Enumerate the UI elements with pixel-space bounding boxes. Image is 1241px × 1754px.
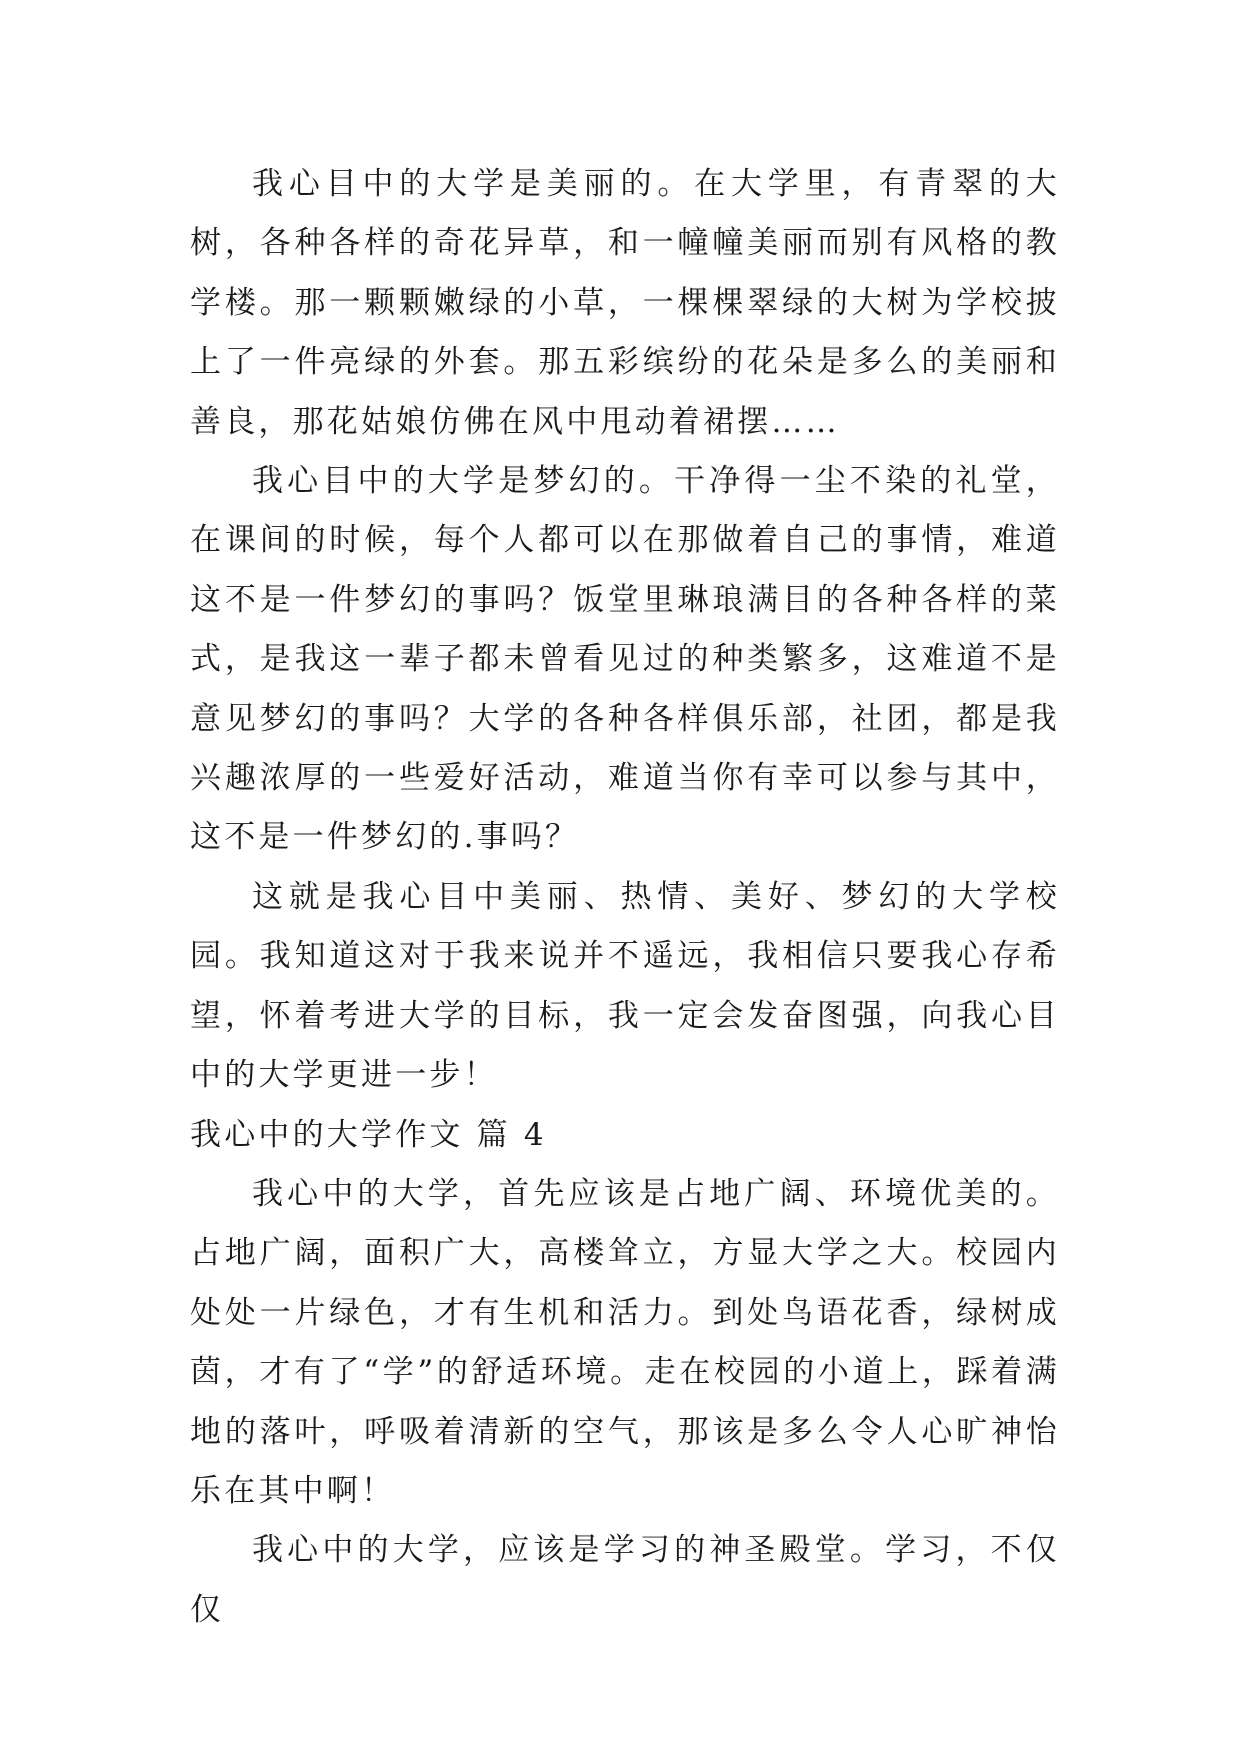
document-body xyxy=(190,155,1060,1640)
paragraph-conclusion: 这就是我心目中美丽、热情、美好、梦幻的大学校园。我知道这对于我来说并不遥远，我相信只要我心存希望，怀着考进大学的目标，我一定会发奋图强，向我心目中的大学更进一步！ xyxy=(190,878,1060,1094)
paragraph-learning-hall: 我心中的大学，应该是学习的神圣殿堂。学习，不仅仅 xyxy=(190,1532,1060,1628)
paragraph-dreamy-university: 我心目中的大学是梦幻的。干净得一尘不染的礼堂，在课间的时候，每个人都可以在那做着自己的事情，难道这不是一件梦幻的事吗？饭堂里琳琅满目的各种各样的菜式，是我这一辈子都未曾看见过的种类繁多，这难道不是意见梦幻的事吗？大学的各种各样俱乐部，社团，都是我兴趣浓厚的一些爱好活动，难道当你有幸可以参与其中，这不是一件梦幻的.事吗？ xyxy=(190,463,1060,856)
paragraph-campus-environment: 我心中的大学，首先应该是占地广阔、环境优美的。占地广阔，面积广大，高楼耸立，方显大学之大。校园内处处一片绿色，才有生机和活力。到处鸟语花香，绿树成茵，才有了“学”的舒适环境。走在校园的小道上，踩着满地的落叶，呼吸着清新的空气，那该是多么令人心旷神怡乐在其中啊！ xyxy=(190,1175,1060,1509)
paragraph-beautiful-university: 我心目中的大学是美丽的。在大学里，有青翠的大树，各种各样的奇花异草，和一幢幢美丽而别有风格的教学楼。那一颗颗嫩绿的小草，一棵棵翠绿的大树为学校披上了一件亮绿的外套。那五彩缤纷的花朵是多么的美丽和善良，那花姑娘仿佛在风中甩动着裙摆…… xyxy=(190,166,1060,440)
section-heading: 我心中的大学作文 篇 4 xyxy=(190,1116,547,1153)
